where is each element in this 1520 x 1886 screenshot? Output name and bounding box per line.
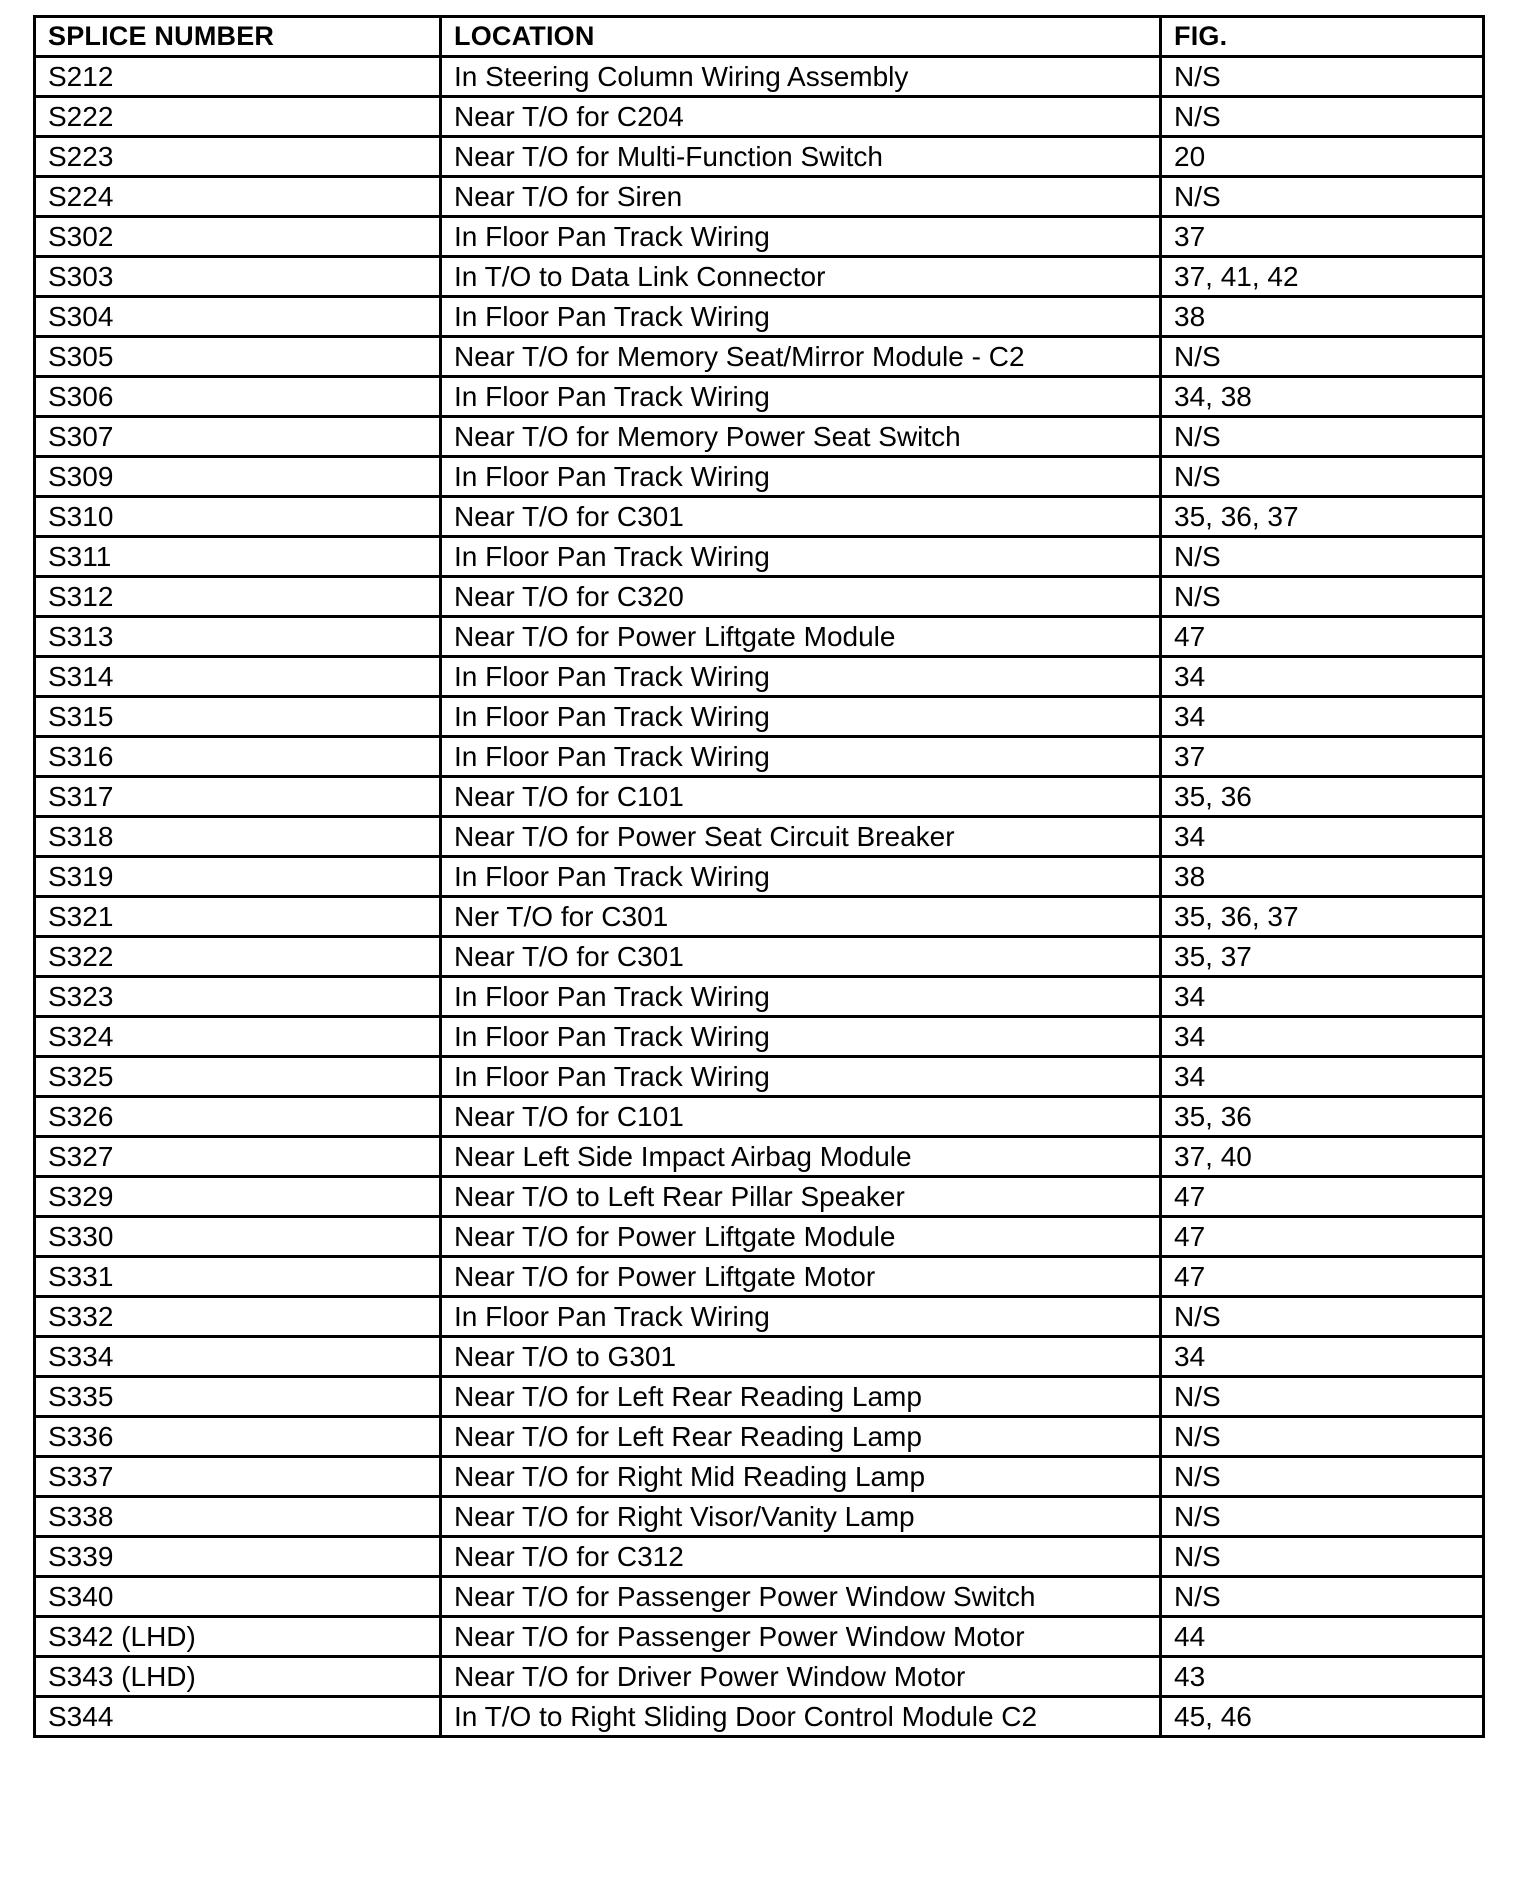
cell-splice-number: S318 xyxy=(35,817,441,857)
cell-fig: 35, 36 xyxy=(1161,777,1484,817)
cell-fig: 47 xyxy=(1161,1217,1484,1257)
cell-splice-number: S306 xyxy=(35,377,441,417)
table-row xyxy=(35,377,1484,417)
table-row xyxy=(35,1537,1484,1577)
cell-splice-number: S307 xyxy=(35,417,441,457)
cell-splice-number: S343 (LHD) xyxy=(35,1657,441,1697)
cell-fig: N/S xyxy=(1161,1497,1484,1537)
cell-splice-number: S326 xyxy=(35,1097,441,1137)
cell-fig: 44 xyxy=(1161,1617,1484,1657)
cell-fig: 37, 40 xyxy=(1161,1137,1484,1177)
cell-splice-number: S302 xyxy=(35,217,441,257)
cell-location: In Floor Pan Track Wiring xyxy=(441,377,1161,417)
cell-fig: 34 xyxy=(1161,1337,1484,1377)
cell-fig: 34 xyxy=(1161,1057,1484,1097)
cell-splice-number: S344 xyxy=(35,1697,441,1737)
cell-splice-number: S339 xyxy=(35,1537,441,1577)
table-row xyxy=(35,1497,1484,1537)
header-splice-number: SPLICE NUMBER xyxy=(35,17,441,57)
table-row xyxy=(35,497,1484,537)
cell-splice-number: S329 xyxy=(35,1177,441,1217)
cell-location: Near T/O for C101 xyxy=(441,1097,1161,1137)
cell-location: Near T/O for C312 xyxy=(441,1537,1161,1577)
cell-fig: 35, 36 xyxy=(1161,1097,1484,1137)
table-header-row xyxy=(35,17,1484,57)
table-row xyxy=(35,937,1484,977)
cell-location: Near T/O for Power Liftgate Module xyxy=(441,1217,1161,1257)
cell-splice-number: S323 xyxy=(35,977,441,1017)
cell-location: In Floor Pan Track Wiring xyxy=(441,977,1161,1017)
cell-splice-number: S342 (LHD) xyxy=(35,1617,441,1657)
table-row xyxy=(35,657,1484,697)
table-row xyxy=(35,817,1484,857)
cell-splice-number: S327 xyxy=(35,1137,441,1177)
cell-fig: 43 xyxy=(1161,1657,1484,1697)
cell-fig: 38 xyxy=(1161,857,1484,897)
cell-fig: N/S xyxy=(1161,1417,1484,1457)
cell-splice-number: S324 xyxy=(35,1017,441,1057)
cell-fig: N/S xyxy=(1161,57,1484,97)
cell-splice-number: S322 xyxy=(35,937,441,977)
cell-location: Near Left Side Impact Airbag Module xyxy=(441,1137,1161,1177)
cell-splice-number: S330 xyxy=(35,1217,441,1257)
cell-location: Near T/O for Power Liftgate Module xyxy=(441,617,1161,657)
cell-fig: N/S xyxy=(1161,537,1484,577)
cell-splice-number: S331 xyxy=(35,1257,441,1297)
cell-location: Near T/O for Memory Seat/Mirror Module - C2 xyxy=(441,337,1161,377)
header-fig: FIG. xyxy=(1161,17,1484,57)
cell-splice-number: S222 xyxy=(35,97,441,137)
cell-fig: N/S xyxy=(1161,457,1484,497)
cell-location: In Floor Pan Track Wiring xyxy=(441,1297,1161,1337)
cell-splice-number: S316 xyxy=(35,737,441,777)
cell-splice-number: S305 xyxy=(35,337,441,377)
table-row xyxy=(35,1217,1484,1257)
cell-location: Near T/O for Power Liftgate Motor xyxy=(441,1257,1161,1297)
cell-splice-number: S310 xyxy=(35,497,441,537)
cell-location: In T/O to Data Link Connector xyxy=(441,257,1161,297)
cell-fig: 37 xyxy=(1161,737,1484,777)
cell-splice-number: S321 xyxy=(35,897,441,937)
cell-fig: 35, 36, 37 xyxy=(1161,497,1484,537)
table-row xyxy=(35,617,1484,657)
cell-fig: 34, 38 xyxy=(1161,377,1484,417)
cell-splice-number: S212 xyxy=(35,57,441,97)
cell-location: In Floor Pan Track Wiring xyxy=(441,537,1161,577)
cell-location: Near T/O for C101 xyxy=(441,777,1161,817)
cell-fig: 47 xyxy=(1161,1177,1484,1217)
cell-splice-number: S338 xyxy=(35,1497,441,1537)
cell-location: In Floor Pan Track Wiring xyxy=(441,1057,1161,1097)
cell-fig: N/S xyxy=(1161,177,1484,217)
table-row xyxy=(35,1697,1484,1737)
cell-location: Near T/O for Passenger Power Window Switch xyxy=(441,1577,1161,1617)
cell-fig: N/S xyxy=(1161,1377,1484,1417)
cell-fig: 34 xyxy=(1161,697,1484,737)
cell-location: Near T/O for Left Rear Reading Lamp xyxy=(441,1417,1161,1457)
table-row xyxy=(35,57,1484,97)
table-row xyxy=(35,1617,1484,1657)
table-row xyxy=(35,777,1484,817)
table-row xyxy=(35,297,1484,337)
table-row xyxy=(35,1657,1484,1697)
cell-splice-number: S303 xyxy=(35,257,441,297)
cell-splice-number: S340 xyxy=(35,1577,441,1617)
cell-splice-number: S335 xyxy=(35,1377,441,1417)
cell-fig: 37 xyxy=(1161,217,1484,257)
cell-location: In Floor Pan Track Wiring xyxy=(441,737,1161,777)
cell-fig: 34 xyxy=(1161,817,1484,857)
cell-location: Near T/O for Power Seat Circuit Breaker xyxy=(441,817,1161,857)
cell-splice-number: S334 xyxy=(35,1337,441,1377)
cell-location: Near T/O for Multi-Function Switch xyxy=(441,137,1161,177)
cell-splice-number: S312 xyxy=(35,577,441,617)
cell-location: In Floor Pan Track Wiring xyxy=(441,697,1161,737)
cell-splice-number: S337 xyxy=(35,1457,441,1497)
cell-fig: 38 xyxy=(1161,297,1484,337)
table-row xyxy=(35,697,1484,737)
table-row xyxy=(35,177,1484,217)
cell-splice-number: S223 xyxy=(35,137,441,177)
cell-splice-number: S311 xyxy=(35,537,441,577)
table-row xyxy=(35,1417,1484,1457)
cell-location: Near T/O for Passenger Power Window Motor xyxy=(441,1617,1161,1657)
cell-splice-number: S224 xyxy=(35,177,441,217)
cell-location: In Floor Pan Track Wiring xyxy=(441,217,1161,257)
cell-fig: N/S xyxy=(1161,1297,1484,1337)
table-row xyxy=(35,97,1484,137)
table-row xyxy=(35,1057,1484,1097)
cell-fig: 34 xyxy=(1161,657,1484,697)
table-row xyxy=(35,537,1484,577)
cell-fig: 20 xyxy=(1161,137,1484,177)
cell-fig: N/S xyxy=(1161,1577,1484,1617)
table-row xyxy=(35,857,1484,897)
cell-splice-number: S317 xyxy=(35,777,441,817)
table-row xyxy=(35,737,1484,777)
table-body xyxy=(35,57,1484,1737)
cell-fig: N/S xyxy=(1161,1457,1484,1497)
cell-location: Near T/O for Driver Power Window Motor xyxy=(441,1657,1161,1697)
cell-location: Near T/O for C320 xyxy=(441,577,1161,617)
cell-location: In Floor Pan Track Wiring xyxy=(441,297,1161,337)
cell-fig: N/S xyxy=(1161,337,1484,377)
header-location: LOCATION xyxy=(441,17,1161,57)
cell-fig: 47 xyxy=(1161,617,1484,657)
cell-fig: N/S xyxy=(1161,577,1484,617)
cell-fig: N/S xyxy=(1161,97,1484,137)
cell-splice-number: S332 xyxy=(35,1297,441,1337)
cell-location: Near T/O for C301 xyxy=(441,497,1161,537)
cell-fig: 47 xyxy=(1161,1257,1484,1297)
table-row xyxy=(35,1337,1484,1377)
table-row xyxy=(35,217,1484,257)
cell-fig: N/S xyxy=(1161,1537,1484,1577)
table-row xyxy=(35,1177,1484,1217)
cell-location: Near T/O for Right Visor/Vanity Lamp xyxy=(441,1497,1161,1537)
cell-location: In Steering Column Wiring Assembly xyxy=(441,57,1161,97)
cell-fig: N/S xyxy=(1161,417,1484,457)
cell-location: Near T/O for Siren xyxy=(441,177,1161,217)
table-row xyxy=(35,897,1484,937)
cell-location: Near T/O for Right Mid Reading Lamp xyxy=(441,1457,1161,1497)
table-row xyxy=(35,337,1484,377)
cell-location: In Floor Pan Track Wiring xyxy=(441,657,1161,697)
cell-location: Near T/O for Memory Power Seat Switch xyxy=(441,417,1161,457)
cell-fig: 35, 37 xyxy=(1161,937,1484,977)
table-row xyxy=(35,1017,1484,1057)
table-row xyxy=(35,1257,1484,1297)
cell-location: In Floor Pan Track Wiring xyxy=(441,1017,1161,1057)
cell-location: Near T/O for C204 xyxy=(441,97,1161,137)
cell-splice-number: S336 xyxy=(35,1417,441,1457)
splice-table xyxy=(33,15,1485,1738)
table-row xyxy=(35,1097,1484,1137)
cell-location: Near T/O for Left Rear Reading Lamp xyxy=(441,1377,1161,1417)
cell-fig: 34 xyxy=(1161,1017,1484,1057)
cell-fig: 45, 46 xyxy=(1161,1697,1484,1737)
table-row xyxy=(35,577,1484,617)
cell-location: In Floor Pan Track Wiring xyxy=(441,857,1161,897)
table-row xyxy=(35,1137,1484,1177)
cell-location: Near T/O to G301 xyxy=(441,1337,1161,1377)
table-row xyxy=(35,457,1484,497)
table-row xyxy=(35,1377,1484,1417)
cell-splice-number: S315 xyxy=(35,697,441,737)
cell-splice-number: S314 xyxy=(35,657,441,697)
cell-splice-number: S319 xyxy=(35,857,441,897)
table-row xyxy=(35,1297,1484,1337)
cell-location: In T/O to Right Sliding Door Control Module C2 xyxy=(441,1697,1161,1737)
cell-splice-number: S309 xyxy=(35,457,441,497)
table-row xyxy=(35,977,1484,1017)
cell-location: Ner T/O for C301 xyxy=(441,897,1161,937)
table-row xyxy=(35,417,1484,457)
table-row xyxy=(35,137,1484,177)
cell-splice-number: S325 xyxy=(35,1057,441,1097)
cell-splice-number: S313 xyxy=(35,617,441,657)
cell-fig: 34 xyxy=(1161,977,1484,1017)
table-row xyxy=(35,1577,1484,1617)
cell-fig: 35, 36, 37 xyxy=(1161,897,1484,937)
table-row xyxy=(35,257,1484,297)
cell-location: Near T/O to Left Rear Pillar Speaker xyxy=(441,1177,1161,1217)
table-row xyxy=(35,1457,1484,1497)
splice-table-container xyxy=(33,15,1482,1738)
cell-fig: 37, 41, 42 xyxy=(1161,257,1484,297)
cell-splice-number: S304 xyxy=(35,297,441,337)
cell-location: Near T/O for C301 xyxy=(441,937,1161,977)
cell-location: In Floor Pan Track Wiring xyxy=(441,457,1161,497)
